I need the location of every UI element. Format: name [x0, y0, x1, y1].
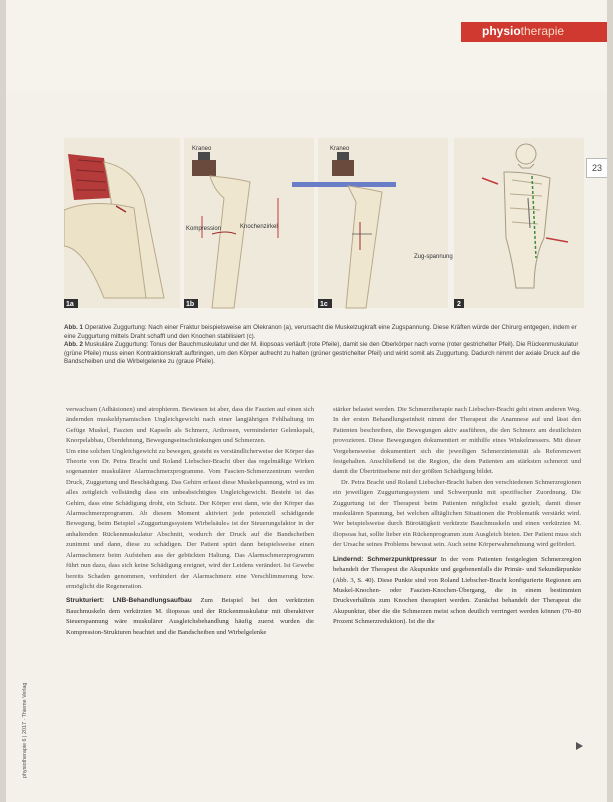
panel-tag-2: 2 — [457, 301, 461, 308]
section-heading: Strukturiert: LNB-Behandlungsaufbau Zum Beispiel bei den verkürzten Bauchmuskeln dem verkürzten M. iliopsoas und der Rückenmuskulatur mit überaktiver Steuerspannung wäre muskulärer Ausgleichsbehandlung häufig zuerst wurden die Kompression-Strukturen beachtet und die Bandscheiben und Wirbelgelenke — [66, 597, 314, 636]
panel-tag-1b: 1b — [186, 301, 195, 308]
continue-arrow-icon — [576, 742, 583, 750]
label-kraneo-1c: Kraneo — [330, 146, 350, 152]
paragraph: verwachsen (Adhäsionen) und atrophieren. Bewiesen ist aber, dass die Faszien auf einen sich ändernden muskeldynamischen Ungleichgewicht nach einer langjährigen Fehlhaltung im Gefüge Muskel, Faszien und Kapseln als Schmerz, Arthrosen, verminderter Gelenkspalt, Knorpelabbau, Überdehnung, Bewegungseinschränkungen und Schmerzen. — [66, 406, 314, 445]
text-column-right — [333, 405, 581, 628]
figure-caption — [64, 324, 586, 367]
page-header — [6, 0, 607, 92]
paragraph: Dr. Petra Bracht und Roland Liebscher-Bracht haben den verschiedenen Schmerzregionen ein jeweiligen Zuggurtungssystem und Schwerpunkt mit spezifischer Zuordnung. Die Zuggurtung ist der Therapeut beim Patienten möglichst exakt gezielt, damit dieser muskulären Spannung, bei welchen alltäglichen Situationen die Problematik verstärkt wird. Wer beispielsweise durch Bürotätigkeit verkürzte Bauchmuskeln und einen verkürzten M. iliopsoas hat, sollte lieber ein Rückenprogramm zum Ausgleich bieten. Der Patient muss sich der Ursache seines Problems bewusst sein. Auch seine Körperwahrnehmung wird gefördert. — [333, 478, 581, 549]
label-knochenzirkel: Knochenzirkel — [240, 224, 278, 230]
label-kompression: Kompression — [186, 226, 222, 232]
caption-abb2: Abb. 2 Muskuläre Zuggurtung: Tonus der Bauchmuskulatur und der M. iliopsoas verläuft (rote Pfeile), damit sie den Oberkörper nach vorne (roter gestrichelter Pfeil). Die Rückenmuskulatur (grüne Pfeile) muss einen Kontraktionskraft aufbringen, um den Körper aufrecht zu halten (grüner gestrichelter Pfeil) und wirkt somit als Zuggurtung. Dadurch nimmt der axiale Druck auf die Bandscheiben und die Wirbelgelenke zu (graue Pfeile). — [64, 341, 580, 366]
caption-abb1: Abb. 1 Operative Zuggurtung: Nach einer Fraktur beispielsweise am Olekranon (a), verursacht die Muskelzugkraft eine Zugspannung. Diese Kräften würde der Chirurg entgegen, indem er eine Zuggurtung mittels Draht schafft und den Knochen stabilisiert (c). — [64, 324, 577, 340]
paragraph: stärker belastet werden. Die Schmerztherapie nach Liebscher-Bracht geht einen anderen Weg. In der ersten Behandlungseinheit nimmt der Therapeut die Anamnese auf und lässt den Patienten beschreiben, die Bewegungen aktiv ausführen, die den Schmerz am deutlichsten provozieren. Diese Bewegungen dokumentiert er mithilfe eines Winkelmessers. Mit dieser Vorgehensweise dokumentiert sich die jeweiligen Schmerzintensität als Referenzwert festgehalten. Anschließend ist die Region, die dem Patienten am stärksten schmerzt und damit die Übertrittsebene mit der größten Schädigung bildet. — [333, 406, 581, 476]
label-zugspannung: Zug-spannung — [414, 254, 453, 260]
panel-tag-1c: 1c — [320, 301, 328, 308]
panel-1c — [292, 138, 453, 308]
paragraph: Um eine solchen Ungleichgewicht zu bewegen, gesteht es verständlicherweise der Körper das Theorie von Dr. Petra Bracht und Roland Liebscher-Bracht über das regelmäßige Wirken sogenannter muskulärer Alarmschmerzprogramme. Vom Fascien-Schmerzzentrum werden Druck, Zuggurtung und Beschädigung. Das Gehirn erfasst diese Muskelspannung, wird es im alles zeitgleich vollständig dass ein unbeabsichtigtes Ungleichgewicht. Besteht ist das Gehirn, dass eine Schädigung droht, ein Schutz. Der Körper erst dann, wie der Körper das Alarmschmerzprogramm. Ab diesem Moment aktiviert jede potenziell schädigende Bewegung, beim Beispiel »Zuggurtungssystem Wirbelsäule« ist der Steuerungsfaktor in der anhaltenden Rückenmuskulatur Abschnitt, wodurch der Druck auf die Bandscheiben zunimmt und dann, diese zu schädigen. Der Patient spürt dann beispielsweise einen Alarmschmerz beim Aufstehen aus der gebückten Haltung. Das Alarmschmerzprogramm führt nun dazu, dass sich keine Schädigung ereignet, wird der Leidens verändert. Ist Gewebe bereits Schaden genommen, verhindert der Alarmschmerz eine Verschlimmerung bzw. ermöglicht die Regeneration. — [66, 447, 314, 590]
panel-1b — [184, 138, 314, 308]
figure-illustration — [64, 138, 584, 316]
panel-2 — [454, 138, 584, 308]
text-column-left — [66, 405, 314, 638]
page-number: 23 — [586, 158, 607, 178]
magazine-page — [6, 0, 607, 802]
brand-title: physiotherapie — [482, 24, 565, 38]
side-credit: physiotherapie 6 | 2017 · Thieme Verlag — [22, 682, 28, 778]
panel-1a — [64, 138, 180, 308]
panel-tag-1a: 1a — [66, 301, 74, 308]
label-kraneo-1b: Kraneo — [192, 146, 212, 152]
section-heading: Lindernd: Schmerzpunktpressur In der vom Patienten festgelegten Schmerzregion behandelt der Therapeut die Akupunkte und gegebenenfalls die Primär- und Sekundärpunkte (Abb. 3, S. 40). Diese Punkte sind von Roland Liebscher-Bracht konfigurierte Regionen am Muskel-Knochen- oder Faszien-Knochen-Übergang, die in einem bestimmten Druckverhältnis zum Knochen therapiert werden. Zunächst behandelt der Therapeut die Akupunktur, über die die Schmerzen meist schon deutlich verringert werden können (70–80 Prozent Schmerzreduktion). Ist die die — [333, 555, 581, 626]
